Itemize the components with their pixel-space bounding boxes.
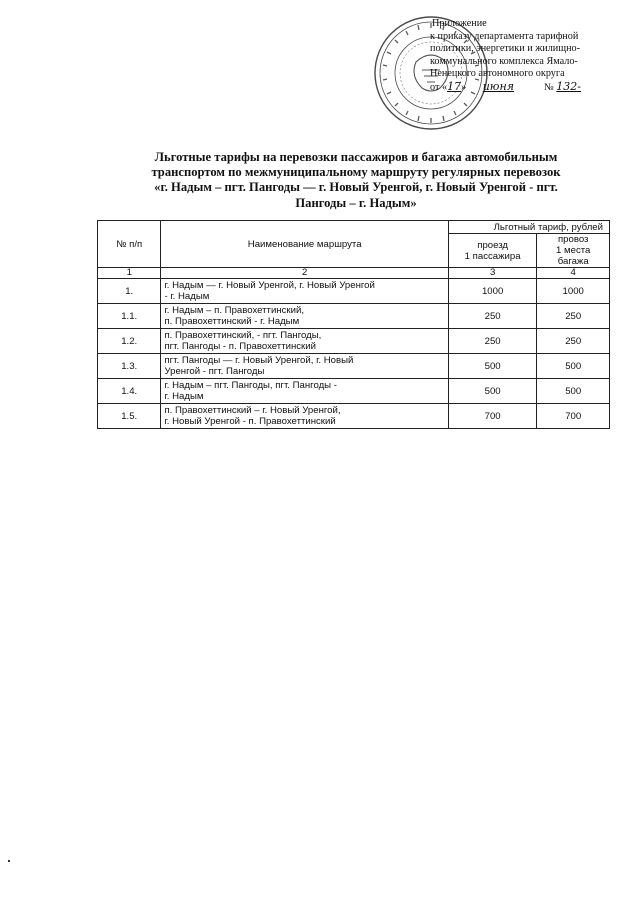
row-number: 1.4. (98, 379, 161, 404)
row-number: 1. (98, 279, 161, 304)
column-index: 3 (448, 268, 537, 279)
baggage-tariff: 700 (537, 404, 610, 429)
header-passenger-line-2: 1 пассажира (464, 250, 521, 262)
appendix-label: Приложение (432, 18, 487, 29)
date-month: июня (482, 79, 515, 93)
route-name-line-2: пгт. Пангоды - п. Правохеттинский (164, 341, 316, 352)
date-mid: » (461, 81, 469, 93)
route-name (161, 404, 448, 429)
table-row (98, 329, 610, 354)
passenger-tariff: 700 (448, 404, 537, 429)
header-baggage-line-1: провоз (557, 234, 589, 245)
title-line-2: транспортом по межмуниципальному маршруту регулярных перевозок (151, 165, 561, 180)
table-row (98, 354, 610, 379)
route-name-line-1: г. Надым — г. Новый Уренгой, г. Новый Уренгой (164, 280, 375, 291)
number-label: № (544, 81, 554, 93)
header-tariff: Льготный тариф, рублей (448, 221, 609, 234)
route-name-line-1: г. Надым – пгт. Пангоды, пгт. Пангоды - (164, 380, 337, 391)
route-name (161, 329, 448, 354)
route-name-line-2: г. Новый Уренгой - п. Правохеттинский (164, 416, 336, 427)
title-line-4: Пангоды – г. Надым» (295, 195, 417, 210)
table-row (98, 304, 610, 329)
column-index: 4 (537, 268, 610, 279)
header-baggage (537, 234, 610, 268)
header-baggage-line-2: 1 места (556, 245, 591, 256)
row-number: 1.3. (98, 354, 161, 379)
column-index: 2 (161, 268, 448, 279)
order-number: 132- (556, 79, 582, 93)
table-row (98, 279, 610, 304)
header-passenger-line-1: проезд (477, 239, 509, 251)
row-number: 1.5. (98, 404, 161, 429)
route-name-line-2: п. Правохеттинский - г. Надым (164, 316, 300, 327)
document-title (96, 150, 616, 211)
baggage-tariff: 1000 (537, 279, 610, 304)
appendix-line-4: коммунального комплекса Ямало- (430, 55, 578, 67)
title-line-3: «г. Надым – пгт. Пангоды — г. Новый Уренгой, г. Новый Уренгой - пгт. (154, 180, 558, 195)
appendix-line-3: политики, энергетики и жилищно- (430, 43, 581, 55)
route-name (161, 354, 448, 379)
route-name-line-2: Уренгой - пгт. Пангоды (164, 366, 265, 377)
passenger-tariff: 250 (448, 304, 537, 329)
passenger-tariff: 500 (448, 354, 537, 379)
header-row (98, 221, 610, 234)
tariff-table (97, 220, 610, 429)
route-name-line-2: - г. Надым (164, 291, 210, 302)
column-index: 1 (98, 268, 161, 279)
baggage-tariff: 250 (537, 329, 610, 354)
appendix-line-2: к приказу департамента тарифной (430, 30, 579, 42)
header-baggage-line-3: багажа (557, 256, 589, 267)
route-name-line-2: г. Надым (164, 391, 204, 402)
route-name-line-1: п. Правохеттинский – г. Новый Уренгой, (164, 405, 341, 416)
header-route-name: Наименование маршрута (161, 221, 448, 268)
passenger-tariff: 250 (448, 329, 537, 354)
table-row (98, 379, 610, 404)
appendix-date-line (430, 81, 635, 95)
table-row (98, 404, 610, 429)
route-name-line-1: пгт. Пангоды — г. Новый Уренгой, г. Новый (164, 355, 354, 366)
baggage-tariff: 250 (537, 304, 610, 329)
passenger-tariff: 1000 (448, 279, 537, 304)
appendix-line-5: Ненецкого автономного округа (430, 68, 565, 80)
row-number: 1.2. (98, 329, 161, 354)
passenger-tariff: 500 (448, 379, 537, 404)
header-passenger (448, 234, 537, 268)
route-name-line-1: п. Правохеттинский, - пгт. Пангоды, (164, 330, 322, 341)
appendix-header (430, 18, 635, 95)
column-index-row (98, 268, 610, 279)
route-name (161, 379, 448, 404)
date-prefix: от « (430, 81, 448, 93)
row-number: 1.1. (98, 304, 161, 329)
title-line-1: Льготные тарифы на перевозки пассажиров и багажа автомобильным (154, 150, 558, 164)
route-name-line-1: г. Надым – п. Правохеттинский, (164, 305, 304, 316)
header-number: № п/п (98, 221, 161, 268)
baggage-tariff: 500 (537, 379, 610, 404)
date-day: 17 (447, 79, 462, 93)
scan-speck (8, 860, 10, 862)
route-name (161, 279, 448, 304)
route-name (161, 304, 448, 329)
baggage-tariff: 500 (537, 354, 610, 379)
